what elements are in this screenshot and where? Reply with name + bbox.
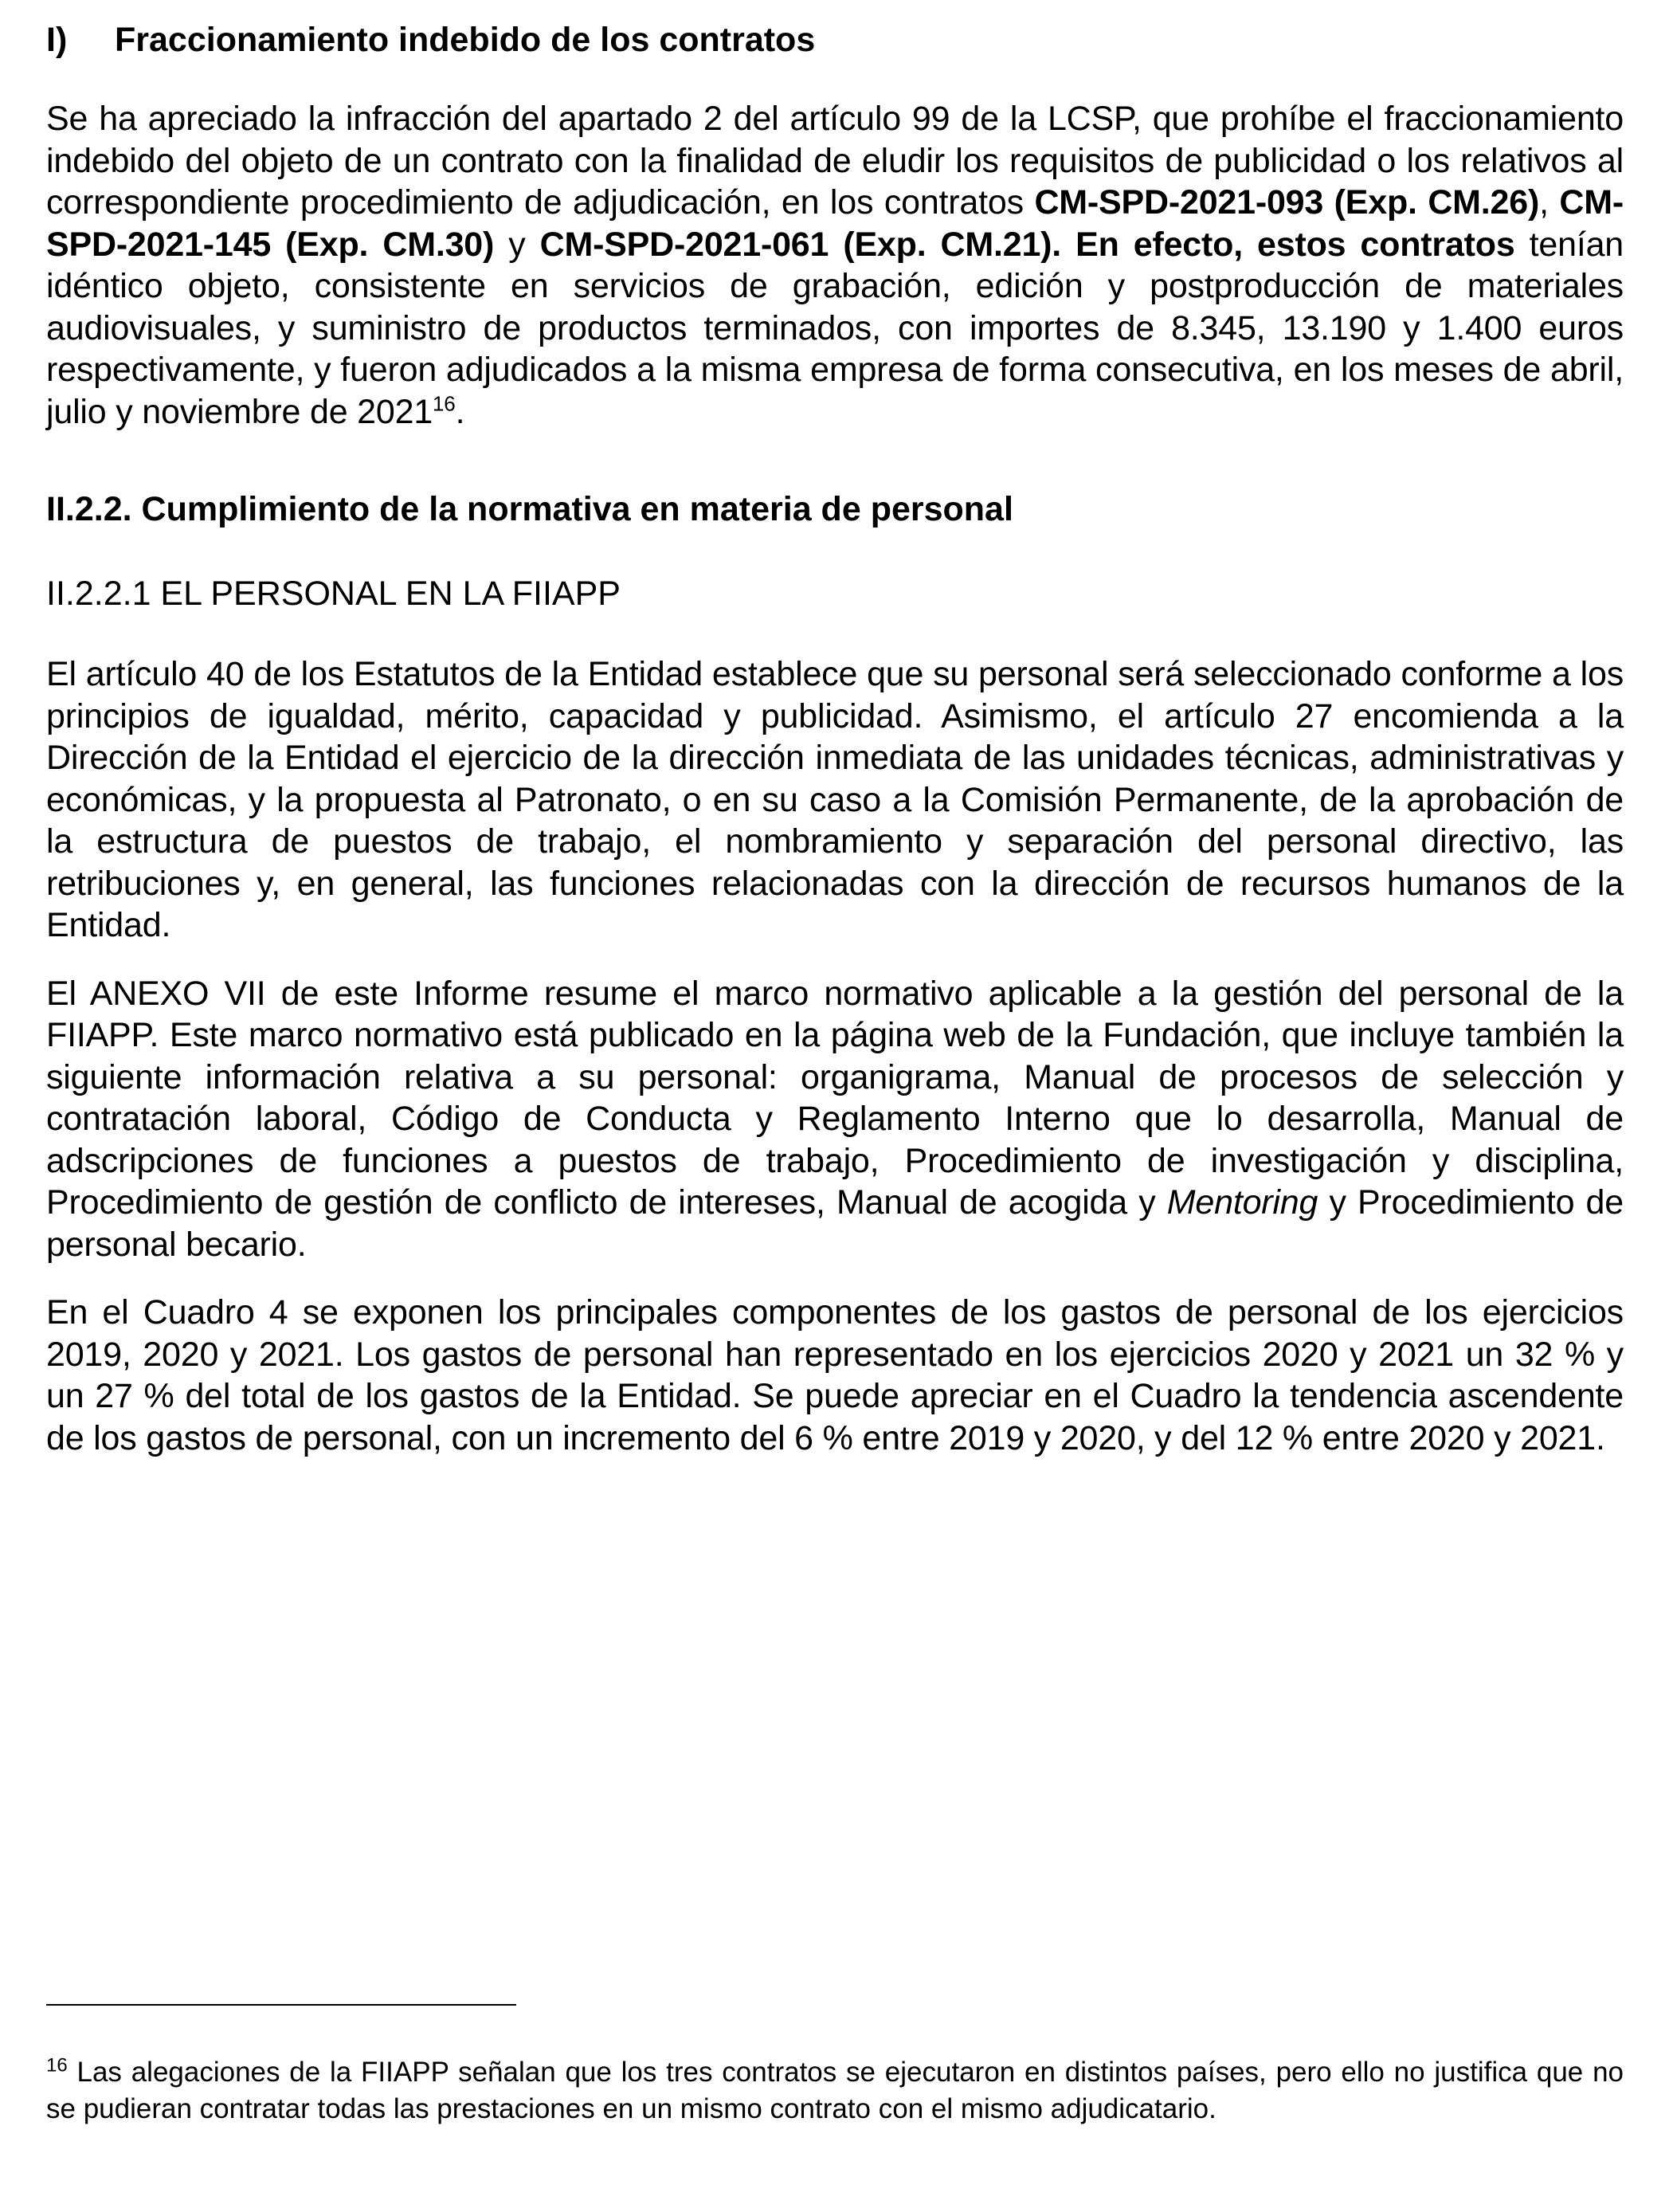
footnote-text: Las alegaciones de la FIIAPP señalan que los tres contratos se ejecutaron en distintos países, pero ello no justifica que no se pudieran contratar todas las prestaciones en un mismo contrato con el mismo adjudicatario. [46,2057,1624,2124]
contract-ref-3: CM-SPD-2021-061 (Exp. CM.21). En efecto, estos contratos [539,225,1515,264]
footnote-reference[interactable]: 16 [433,391,456,416]
section-l-paragraph [46,98,1624,433]
section-222-title: II.2.2. Cumplimiento de la normativa en materia de personal [46,490,1013,528]
section-2221-subtitle: II.2.2.1 EL PERSONAL EN LA FIIAPP [46,575,621,613]
section-l-number: I) [46,21,68,59]
section-l-heading [46,16,1624,64]
marco-normativo-text-a: El ANEXO VII de este Informe resume el marco normativo aplicable a la gestión del personal de la FIIAPP. Este marco normativo está publicado en la página web de la Fundación, que incluye también la siguiente información relativa a su personal: organigrama, Manual de procesos de selección y contratación laboral, Código de Conducta y Reglamento Interno que lo desarrolla, Manual de adscripciones de funciones a puestos de trabajo, Procedimiento de investigación y disciplina, Procedimiento de gestión de conflicto de intereses, Manual de acogida y [46,974,1624,1222]
marco-normativo-text-b: y Procedimiento de personal becario. [46,1183,1624,1264]
paragraph-marco-normativo [46,973,1624,1266]
section-l-title: Fraccionamiento indebido de los contratos [115,21,816,59]
contract-ref-2: CM-SPD-2021-145 (Exp. CM.30) [46,183,1624,264]
mentoring-term: Mentoring [1166,1183,1318,1222]
footnote-number: 16 [46,2054,68,2077]
footnote-16 [46,2054,1624,2128]
contract-ref-1: CM-SPD-2021-093 (Exp. CM.26) [1034,183,1540,222]
section-l-text-2: tenían idéntico objeto, consistente en servicios de grabación, edición y postproducción de materiales audiovisuales, y suministro de productos terminados, con importes de 8.345, 13.190 y 1.400 euros respectivamente, y fueron adjudicados a la misma empresa de forma consecutiva, en los meses de abril, julio y noviembre de 2021 [46,225,1624,431]
document-body [46,16,1624,1459]
paragraph-gastos-personal: En el Cuadro 4 se exponen los principales componentes de los gastos de personal de los ejercicios 2019, 2020 y 2021. Los gastos de personal han representado en los ejercicios 2020 y 2021 un 32 % y un 27 % del total de los gastos de la Entidad. Se puede apreciar en el Cuadro la tendencia ascendente de los gastos de personal, con un incremento del 6 % entre 2019 y 2020, y del 12 % entre 2020 y 2021. [46,1293,1624,1457]
contract-separator-1: , [1539,183,1560,222]
section-l-text-1: Se ha apreciado la infracción del apartado 2 del artículo 99 de la LCSP, que prohíbe el fraccionamiento indebido del objeto de un contrato con la finalidad de eludir los requisitos de publicidad o los relativos al correspondiente procedimiento de adjudicación, en los contratos [46,100,1624,222]
section-l-period: . [455,392,465,431]
contract-separator-2: y [494,225,540,264]
footnote-divider [46,2004,516,2006]
paragraph-personal-estatutos: El artículo 40 de los Estatutos de la Entidad establece que su personal será seleccionado conforme a los principios de igualdad, mérito, capacidad y publicidad. Asimismo, el artículo 27 encomienda a la Dirección de la Entidad el ejercicio de la dirección inmediata de las unidades técnicas, administrativas y económicas, y la propuesta al Patronato, o en su caso a la Comisión Permanente, de la aprobación de la estructura de puestos de trabajo, el nombramiento y separación del personal directivo, las retribuciones y, en general, las funciones relacionadas con la dirección de recursos humanos de la Entidad. [46,655,1624,944]
